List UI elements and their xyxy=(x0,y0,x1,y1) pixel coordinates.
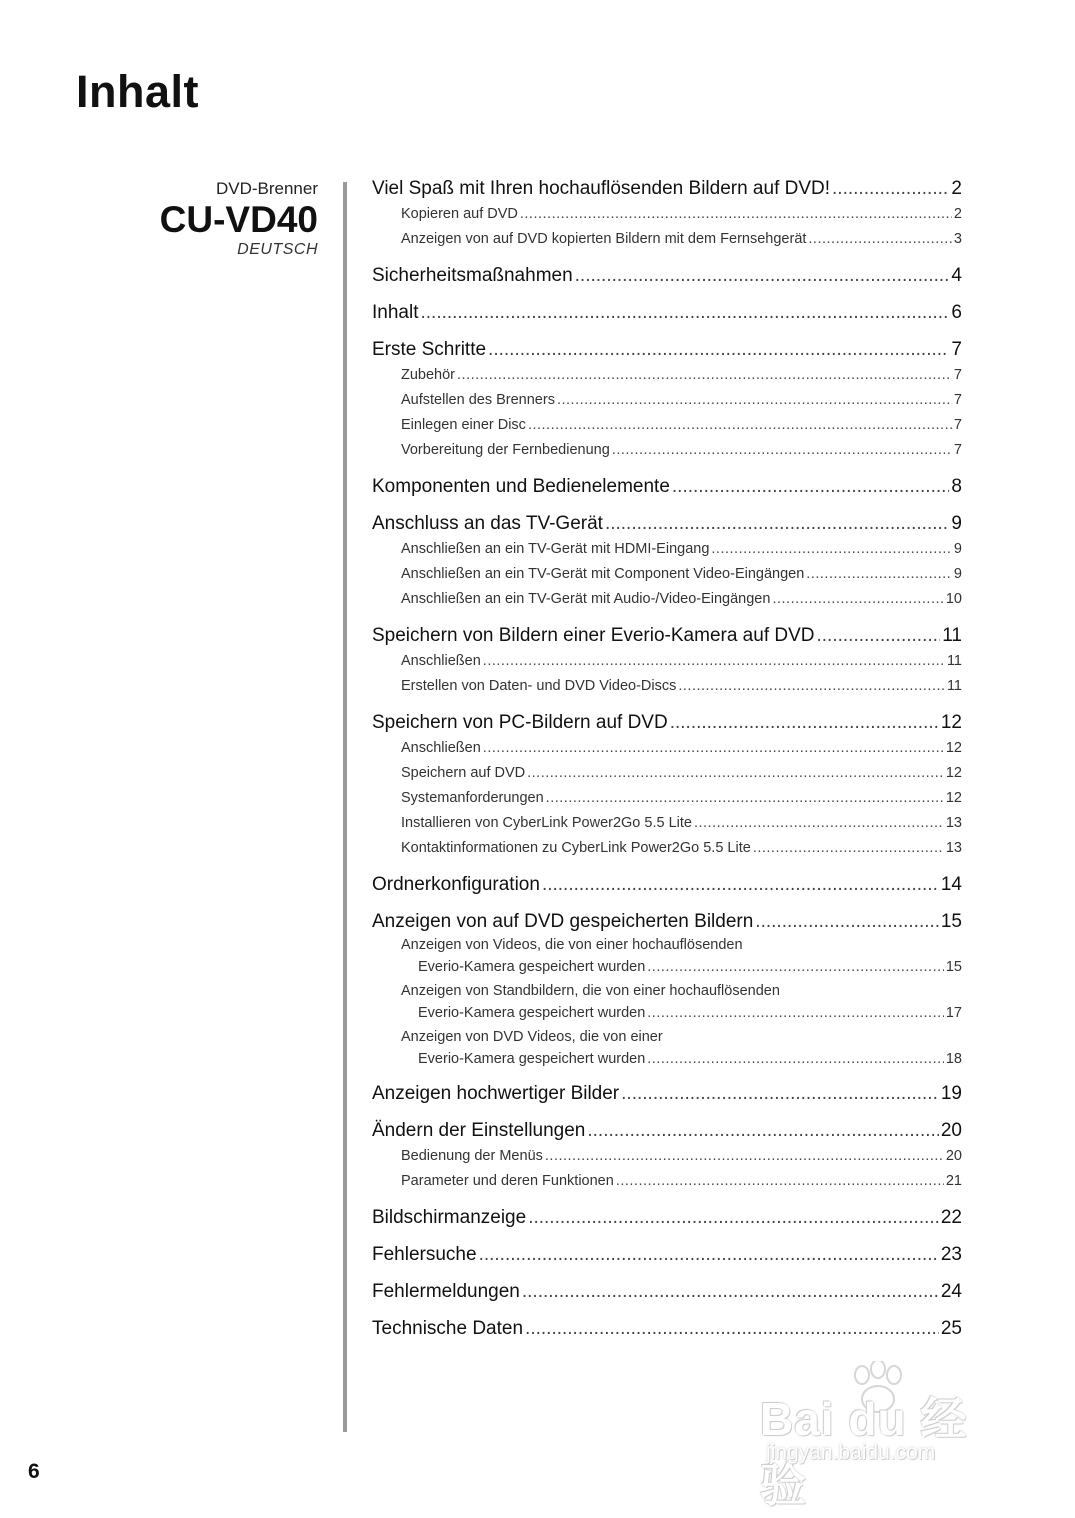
leader-dots xyxy=(420,300,949,326)
toc-subentry-page: 12 xyxy=(945,740,962,756)
toc-subentry[interactable] xyxy=(372,761,962,786)
toc-entry-title: Anzeigen von auf DVD gespeicherten Bildern xyxy=(372,911,754,932)
toc-section xyxy=(372,511,962,612)
table-of-contents xyxy=(372,176,962,1353)
toc-subentry-page: 15 xyxy=(945,959,962,975)
toc-entry-page: 20 xyxy=(940,1120,962,1141)
toc-subentry-page: 18 xyxy=(945,1051,962,1067)
toc-section xyxy=(372,909,962,1070)
toc-subentry-title: Anschließen xyxy=(401,653,481,669)
toc-subentry-title: Speichern auf DVD xyxy=(401,765,526,781)
toc-section xyxy=(372,337,962,463)
toc-subentry[interactable] xyxy=(372,1144,962,1169)
toc-subentry-title-line2: Everio-Kamera gespeichert wurden xyxy=(418,1005,646,1021)
toc-entry[interactable] xyxy=(372,1242,962,1268)
toc-section xyxy=(372,263,962,289)
leader-dots xyxy=(542,872,939,898)
toc-section xyxy=(372,710,962,861)
toc-entry-page: 4 xyxy=(951,265,962,286)
toc-entry[interactable] xyxy=(372,1316,962,1342)
leader-dots xyxy=(621,1081,939,1107)
toc-entry[interactable] xyxy=(372,909,962,935)
toc-subentry[interactable] xyxy=(372,537,962,562)
toc-subentry-title: Aufstellen des Brenners xyxy=(401,392,555,408)
toc-entry-title: Fehlermeldungen xyxy=(372,1281,520,1302)
toc-subentry-page: 21 xyxy=(945,1173,962,1189)
toc-subentry-title: Zubehör xyxy=(401,367,456,383)
toc-subentry-page: 7 xyxy=(953,392,962,408)
toc-section xyxy=(372,474,962,500)
toc-entry-title: Speichern von Bildern einer Everio-Kamera auf DVD xyxy=(372,625,815,646)
leader-dots xyxy=(670,710,939,736)
toc-subentry[interactable] xyxy=(372,981,962,1024)
toc-subentry-page: 10 xyxy=(945,591,962,607)
leader-dots xyxy=(753,836,944,861)
toc-subentry-line2 xyxy=(401,1002,962,1024)
toc-subentry-title-line2: Everio-Kamera gespeichert wurden xyxy=(418,959,646,975)
toc-subentry[interactable] xyxy=(372,562,962,587)
language-label: DEUTSCH xyxy=(237,241,318,258)
leader-dots xyxy=(479,1242,939,1268)
leader-dots xyxy=(694,811,944,836)
toc-subentry[interactable] xyxy=(372,935,962,978)
toc-subentry-title-line1: Anzeigen von DVD Videos, die von einer xyxy=(401,1029,663,1045)
toc-entry-page: 25 xyxy=(940,1318,962,1339)
toc-section xyxy=(372,176,962,252)
leader-dots xyxy=(616,1169,944,1194)
toc-subentry[interactable] xyxy=(372,363,962,388)
leader-dots xyxy=(808,227,952,252)
leader-dots xyxy=(647,1002,944,1024)
toc-subentry-title: Anschließen an ein TV-Gerät mit Audio-/Video-Eingängen xyxy=(401,591,771,607)
leader-dots xyxy=(520,202,952,227)
toc-subentry-title: Anschließen an ein TV-Gerät mit HDMI-Eingang xyxy=(401,541,710,557)
toc-subentry-title: Anschließen xyxy=(401,740,481,756)
toc-entry-page: 11 xyxy=(942,625,962,646)
leader-dots xyxy=(528,1205,939,1231)
leader-dots xyxy=(806,562,952,587)
toc-entry-page: 22 xyxy=(940,1207,962,1228)
toc-subentry-page: 13 xyxy=(945,840,962,856)
toc-entry-page: 6 xyxy=(951,302,962,323)
toc-subentry[interactable] xyxy=(372,202,962,227)
toc-section xyxy=(372,1242,962,1268)
toc-subentry-page: 7 xyxy=(953,417,962,433)
toc-subentry-title: Einlegen einer Disc xyxy=(401,417,526,433)
toc-subentry-page: 9 xyxy=(953,566,962,582)
leader-dots xyxy=(528,413,952,438)
toc-entry-title: Erste Schritte xyxy=(372,339,487,360)
toc-subentry-title: Anschließen an ein TV-Gerät mit Component Video-Eingängen xyxy=(401,566,805,582)
leader-dots xyxy=(672,474,950,500)
toc-subentry-title: Erstellen von Daten- und DVD Video-Discs xyxy=(401,678,677,694)
toc-subentry-page: 12 xyxy=(945,765,962,781)
toc-section xyxy=(372,1118,962,1194)
leader-dots xyxy=(457,363,952,388)
toc-subentry-page: 12 xyxy=(945,790,962,806)
product-type: DVD-Brenner xyxy=(215,179,318,198)
toc-entry-page: 14 xyxy=(940,874,962,895)
toc-subentry[interactable] xyxy=(372,1027,962,1070)
toc-entry-title: Speichern von PC-Bildern auf DVD xyxy=(372,712,668,733)
toc-entry[interactable] xyxy=(372,1279,962,1305)
product-sidebar xyxy=(60,178,318,260)
toc-entry-page: 24 xyxy=(940,1281,962,1302)
toc-entry[interactable] xyxy=(372,872,962,898)
toc-entry-title: Anzeigen hochwertiger Bilder xyxy=(372,1083,620,1104)
toc-entry-title: Komponenten und Bedienelemente xyxy=(372,476,670,497)
toc-entry[interactable] xyxy=(372,263,962,289)
model-name: CU-VD40 xyxy=(159,199,318,240)
toc-subentry-title: Vorbereitung der Fernbedienung xyxy=(401,442,610,458)
toc-entry-title: Fehlersuche xyxy=(372,1244,477,1265)
toc-entry-page: 19 xyxy=(940,1083,962,1104)
toc-subentry-title: Parameter und deren Funktionen xyxy=(401,1173,614,1189)
toc-subentry[interactable] xyxy=(372,227,962,252)
toc-section xyxy=(372,1205,962,1231)
leader-dots xyxy=(488,337,949,363)
toc-subentry-page: 13 xyxy=(945,815,962,831)
toc-entry-title: Bildschirmanzeige xyxy=(372,1207,527,1228)
baidu-watermark xyxy=(760,1375,1010,1511)
toc-subentry[interactable] xyxy=(372,836,962,861)
toc-entry-page: 15 xyxy=(940,911,962,932)
leader-dots xyxy=(525,1316,939,1342)
toc-entry[interactable] xyxy=(372,1081,962,1107)
leader-dots xyxy=(483,736,944,761)
toc-subentry[interactable] xyxy=(372,438,962,463)
toc-section xyxy=(372,1081,962,1107)
toc-entry-title: Ordnerkonfiguration xyxy=(372,874,540,895)
toc-subentry[interactable] xyxy=(372,388,962,413)
toc-subentry-page: 20 xyxy=(945,1148,962,1164)
toc-subentry-line2 xyxy=(401,956,962,978)
leader-dots xyxy=(483,649,945,674)
toc-subentry-page: 2 xyxy=(953,206,962,222)
toc-entry[interactable] xyxy=(372,337,962,363)
leader-dots xyxy=(832,176,949,202)
toc-section xyxy=(372,300,962,326)
toc-entry-page: 8 xyxy=(951,476,962,497)
toc-subentry-title-line1: Anzeigen von Videos, die von einer hochauflösenden xyxy=(401,937,743,953)
toc-entry-page: 12 xyxy=(940,712,962,733)
toc-entry[interactable] xyxy=(372,1118,962,1144)
toc-entry-page: 2 xyxy=(951,178,962,199)
toc-entry[interactable] xyxy=(372,1205,962,1231)
watermark-brand: Bai du 经验 xyxy=(760,1393,968,1511)
leader-dots xyxy=(817,623,941,649)
leader-dots xyxy=(545,1144,944,1169)
leader-dots xyxy=(575,263,950,289)
leader-dots xyxy=(678,674,945,699)
toc-subentry-title-line1: Anzeigen von Standbildern, die von einer hochauflösenden xyxy=(401,983,780,999)
toc-subentry-title: Installieren von CyberLink Power2Go 5.5 Lite xyxy=(401,815,692,831)
toc-subentry[interactable] xyxy=(372,587,962,612)
toc-entry-title: Anschluss an das TV-Gerät xyxy=(372,513,603,534)
toc-subentry[interactable] xyxy=(372,786,962,811)
leader-dots xyxy=(647,956,944,978)
toc-entry-title: Ändern der Einstellungen xyxy=(372,1120,586,1141)
toc-subentry[interactable] xyxy=(372,674,962,699)
leader-dots xyxy=(772,587,943,612)
toc-entry-title: Technische Daten xyxy=(372,1318,524,1339)
toc-entry-title: Viel Spaß mit Ihren hochauflösenden Bildern auf DVD! xyxy=(372,178,831,199)
leader-dots xyxy=(527,761,944,786)
leader-dots xyxy=(605,511,949,537)
toc-subentry[interactable] xyxy=(372,649,962,674)
leader-dots xyxy=(755,909,939,935)
toc-subentry[interactable] xyxy=(372,413,962,438)
toc-section xyxy=(372,1279,962,1305)
toc-subentry-page: 7 xyxy=(953,442,962,458)
leader-dots xyxy=(522,1279,939,1305)
toc-subentry-page: 17 xyxy=(945,1005,962,1021)
toc-entry-page: 9 xyxy=(951,513,962,534)
toc-subentry-page: 11 xyxy=(946,678,962,694)
toc-section xyxy=(372,623,962,699)
toc-subentry-page: 9 xyxy=(953,541,962,557)
leader-dots xyxy=(711,537,952,562)
toc-entry-page: 23 xyxy=(940,1244,962,1265)
toc-subentry-page: 7 xyxy=(953,367,962,383)
vertical-divider xyxy=(343,182,347,1432)
toc-subentry-line2 xyxy=(401,1048,962,1070)
toc-subentry-page: 11 xyxy=(946,653,962,669)
toc-entry[interactable] xyxy=(372,474,962,500)
page-number: 6 xyxy=(28,1460,40,1483)
leader-dots xyxy=(612,438,952,463)
toc-subentry-title-line2: Everio-Kamera gespeichert wurden xyxy=(418,1051,646,1067)
toc-entry[interactable] xyxy=(372,300,962,326)
toc-subentry-title: Systemanforderungen xyxy=(401,790,544,806)
toc-subentry[interactable] xyxy=(372,736,962,761)
page-title: Inhalt xyxy=(76,66,199,117)
leader-dots xyxy=(557,388,952,413)
toc-subentry-title: Kopieren auf DVD xyxy=(401,206,518,222)
leader-dots xyxy=(546,786,944,811)
toc-subentry[interactable] xyxy=(372,1169,962,1194)
toc-entry[interactable] xyxy=(372,176,962,202)
toc-section xyxy=(372,872,962,898)
toc-entry-title: Inhalt xyxy=(372,302,419,323)
toc-subentry[interactable] xyxy=(372,811,962,836)
toc-entry[interactable] xyxy=(372,710,962,736)
toc-subentry-title: Kontaktinformationen zu CyberLink Power2Go 5.5 Lite xyxy=(401,840,751,856)
toc-entry[interactable] xyxy=(372,511,962,537)
toc-entry[interactable] xyxy=(372,623,962,649)
toc-subentry-title: Anzeigen von auf DVD kopierten Bildern mit dem Fernsehgerät xyxy=(401,231,807,247)
toc-entry-title: Sicherheitsmaßnahmen xyxy=(372,265,573,286)
toc-section xyxy=(372,1316,962,1342)
toc-entry-page: 7 xyxy=(951,339,962,360)
toc-subentry-title: Bedienung der Menüs xyxy=(401,1148,543,1164)
leader-dots xyxy=(647,1048,944,1070)
toc-subentry-page: 3 xyxy=(953,231,962,247)
leader-dots xyxy=(587,1118,938,1144)
watermark-url: jingyan.baidu.com xyxy=(766,1441,936,1464)
